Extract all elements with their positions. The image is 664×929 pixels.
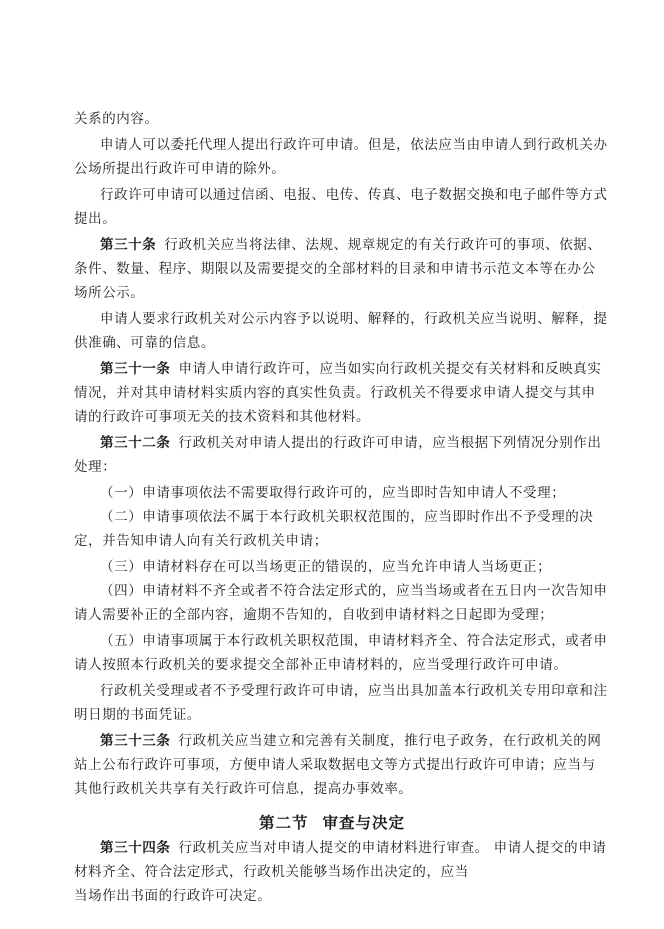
section-heading	[0, 811, 664, 833]
paragraph-line: 情况，并对其申请材料实质内容的真实性负责。行政机关不得要求申请人提交与其申	[74, 385, 596, 401]
paragraph-line: 申请人要求行政机关对公示内容予以说明、解释的，行政机关应当说明、解释，提	[100, 311, 608, 327]
paragraph-line: 公场所提出行政许可申请的除外。	[74, 161, 286, 177]
list-item-line: （五）申请事项属于本行政机关职权范围，申请材料齐全、符合法定形式，或者申	[100, 633, 608, 649]
paragraph-line: 申请人可以委托代理人提出行政许可申请。但是，依法应当由申请人到行政机关办	[100, 137, 608, 153]
paragraph-line: 场所公示。	[74, 285, 145, 301]
paragraph-line: 材料齐全、符合法定形式，行政机关能够当场作出决定的，应当	[74, 864, 469, 880]
paragraph-line: 行政许可申请可以通过信函、电报、电传、传真、电子数据交换和电子邮件等方式	[100, 187, 608, 203]
article-label: 第三十三条	[100, 733, 171, 749]
paragraph-line: 提出。	[74, 211, 117, 227]
article-label: 第三十一条	[100, 361, 171, 377]
article-label: 第三十四条	[100, 840, 171, 856]
article-label: 第三十二条	[100, 435, 171, 451]
list-item-line: 请人需要补正的全部内容，逾期不告知的，自收到申请材料之日起即为受理；	[74, 607, 554, 623]
article-31-line: 第三十一条 申请人申请行政许可，应当如实向行政机关提交有关材料和反映真实	[100, 361, 602, 377]
paragraph-line: 明日期的书面凭证。	[74, 707, 201, 723]
paragraph-line: 请的行政许可事项无关的技术资料和其他材料。	[74, 409, 371, 425]
list-item-line: （一）申请事项依法不需要取得行政许可的，应当即时告知申请人不受理；	[100, 485, 566, 501]
article-33-line: 第三十三条 行政机关应当建立和完善有关制度，推行电子政务，在行政机关的网	[100, 733, 602, 749]
list-item-line: （二）申请事项依法不属于本行政机关职权范围的，应当即时作出不予受理的决	[100, 509, 594, 525]
paragraph-line: 条件、数量、程序、期限以及需要提交的全部材料的目录和申请书示范文本等在办公	[74, 261, 596, 277]
paragraph-line: 当场作出书面的行政许可决定。	[74, 888, 272, 904]
section-title: 审查与决定	[322, 814, 406, 832]
article-30-line: 第三十条 行政机关应当将法律、法规、规章规定的有关行政许可的事项、依据、	[100, 237, 602, 253]
article-label: 第三十条	[100, 237, 157, 253]
paragraph-line: 关系的内容。	[74, 111, 159, 127]
paragraph-line: 处理：	[74, 459, 117, 475]
section-number: 第二节	[258, 814, 309, 832]
paragraph-line: 行政机关受理或者不予受理行政许可申请，应当出具加盖本行政机关专用印章和注	[100, 683, 608, 699]
paragraph-line: 站上公布行政许可事项，方便申请人采取数据电文等方式提出行政许可申请；应当与	[74, 757, 596, 773]
paragraph-line: 供准确、可靠的信息。	[74, 335, 215, 351]
list-item-line: （四）申请材料不齐全或者不符合法定形式的，应当当场或者在五日内一次告知申	[100, 583, 608, 599]
list-item-line: 请人按照本行政机关的要求提交全部补正申请材料的，应当受理行政许可申请。	[74, 657, 568, 673]
article-34-line: 第三十四条 行政机关应当对申请人提交的申请材料进行审查。 申请人提交的申请	[100, 840, 607, 856]
list-item-line: 定，并告知申请人向有关行政机关申请；	[74, 533, 328, 549]
paragraph-line: 其他行政机关共享有关行政许可信息，提高办事效率。	[74, 781, 413, 797]
list-item-line: （三）申请材料存在可以当场更正的错误的，应当允许申请人当场更正；	[100, 559, 552, 575]
article-32-line: 第三十二条 行政机关对申请人提出的行政许可申请，应当根据下列情况分别作出	[100, 435, 602, 451]
